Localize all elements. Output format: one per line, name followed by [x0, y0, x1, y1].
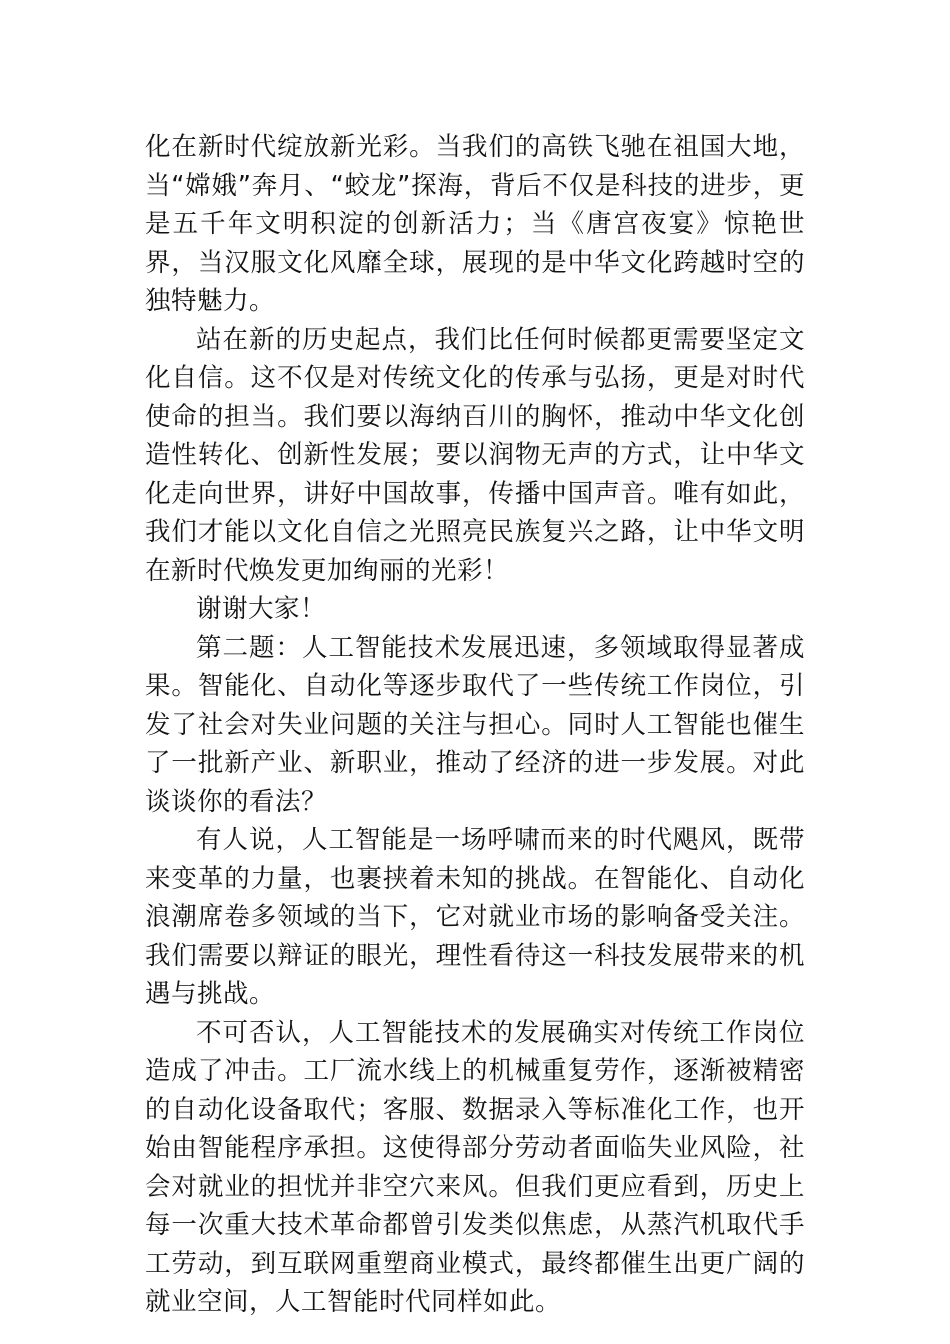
- paragraph-ai-impact: 不可否认，人工智能技术的发展确实对传统工作岗位造成了冲击。工厂流水线上的机械重复劳作，逐渐被精密的自动化设备取代；客服、数据录入等标准化工作，也开始由智能程序承担。这使得部分劳动者面临失业风险，社会对就业的担忧并非空穴来风。但我们更应看到，历史上每一次重大技术革命都曾引发类似焦虑，从蒸汽机取代手工劳动，到互联网重塑商业模式，最终都催生出更广阔的就业空间，人工智能时代同样如此。: [145, 1017, 805, 1317]
- document-body: [145, 128, 805, 1322]
- paragraph-continuation: 化在新时代绽放新光彩。当我们的高铁飞驰在祖国大地，当“嫦娥”奔月、“蛟龙”探海，背后不仅是科技的进步，更是五千年文明积淀的创新活力；当《唐宫夜宴》惊艳世界，当汉服文化风靡全球，展现的是中华文化跨越时空的独特魅力。: [145, 132, 805, 316]
- paragraph-question-two: 第二题：人工智能技术发展迅速，多领域取得显著成果。智能化、自动化等逐步取代了一些传统工作岗位，引发了社会对失业问题的关注与担心。同时人工智能也催生了一批新产业、新职业，推动了经济的进一步发展。对此谈谈你的看法？: [145, 632, 805, 817]
- paragraph-thanks: 谢谢大家！: [196, 594, 327, 624]
- paragraph-cultural-confidence: 站在新的历史起点，我们比任何时候都更需要坚定文化自信。这不仅是对传统文化的传承与弘扬，更是对时代使命的担当。我们要以海纳百川的胸怀，推动中华文化创造性转化、创新性发展；要以润物无声的方式，让中华文化走向世界，讲好中国故事，传播中国声音。唯有如此，我们才能以文化自信之光照亮民族复兴之路，让中华文明在新时代焕发更加绚丽的光彩！: [145, 324, 805, 586]
- paragraph-ai-intro: 有人说，人工智能是一场呼啸而来的时代飓风，既带来变革的力量，也裹挟着未知的挑战。在智能化、自动化浪潮席卷多领域的当下，它对就业市场的影响备受关注。我们需要以辩证的眼光，理性看待这一科技发展带来的机遇与挑战。: [145, 825, 805, 1009]
